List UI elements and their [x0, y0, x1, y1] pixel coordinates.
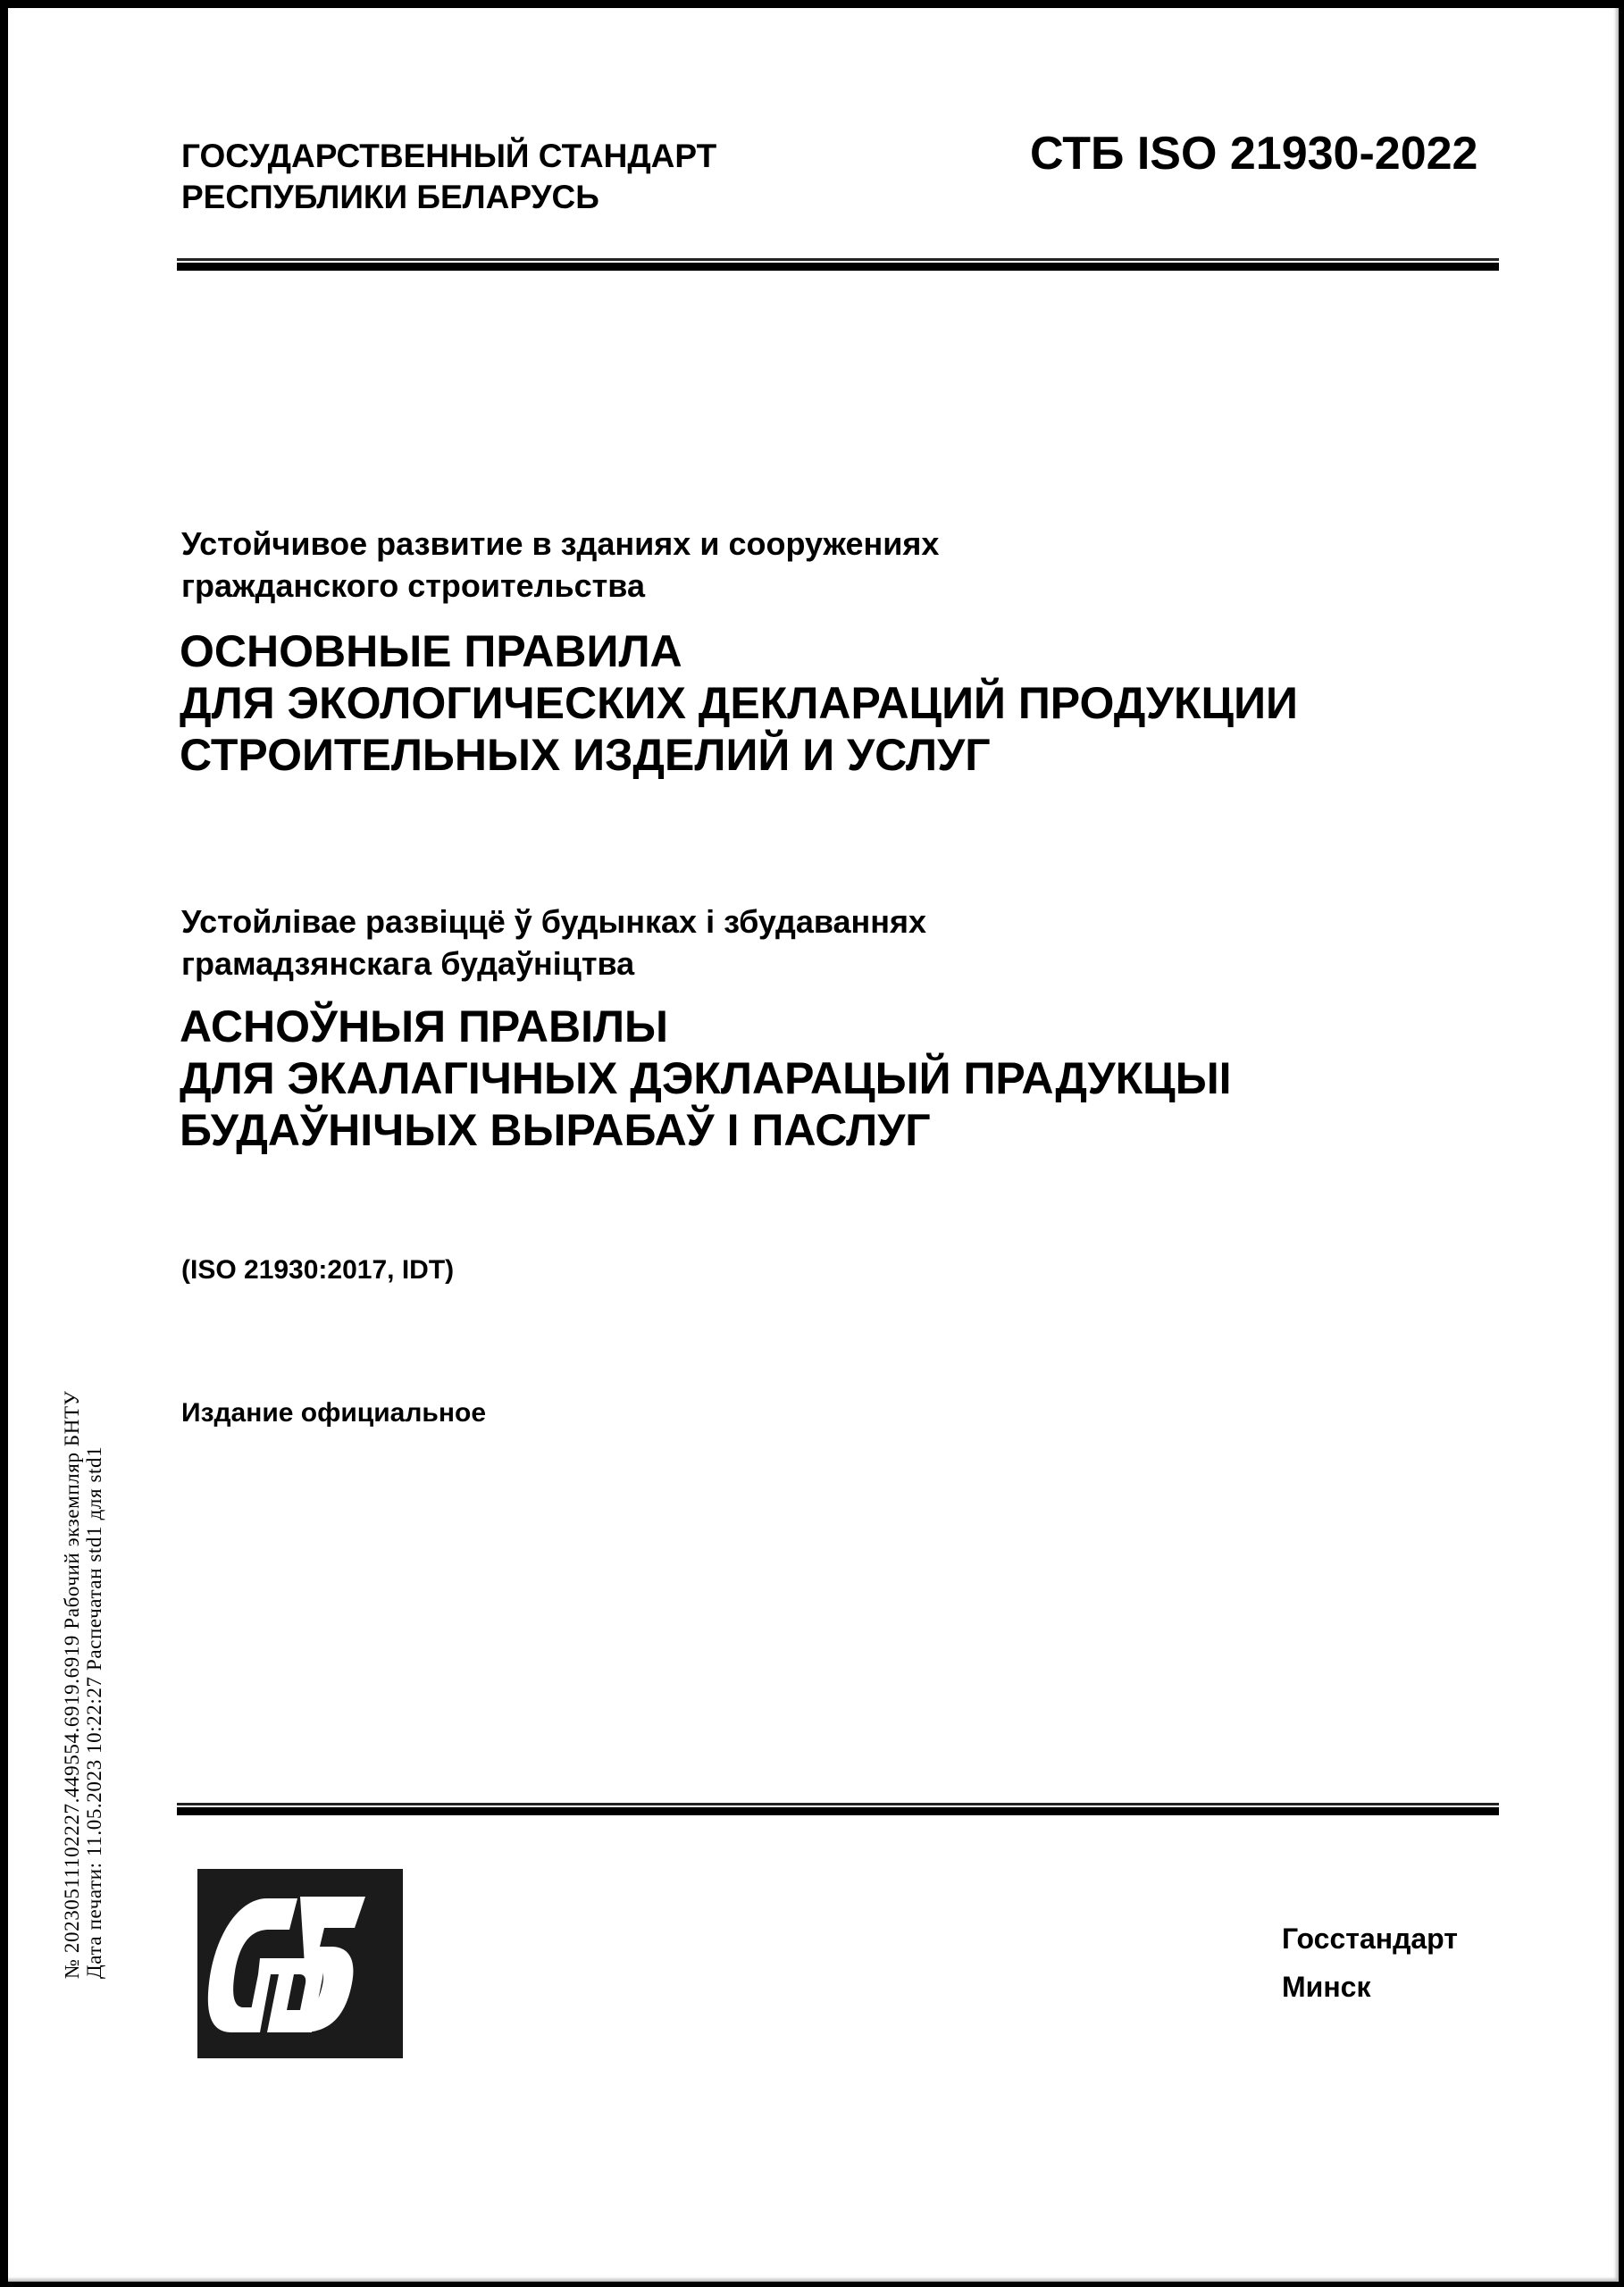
authority-line: РЕСПУБЛИКИ БЕЛАРУСЬ — [181, 179, 599, 215]
subtitle-by — [181, 901, 926, 984]
subtitle-line: Устойлівае развіццё ў будынках і збудаваннях — [181, 903, 927, 940]
title-line: ОСНОВНЫЕ ПРАВИЛА — [180, 626, 682, 676]
top-divider — [177, 258, 1499, 271]
title-ru — [180, 625, 1298, 781]
publisher-block — [1282, 1914, 1458, 2011]
standard-number: СТБ ISO 21930-2022 — [1030, 128, 1478, 180]
subtitle-line: Устойчивое развитие в зданиях и сооружениях — [181, 525, 940, 562]
subtitle-line: грамадзянскага будаўніцтва — [181, 945, 635, 982]
iso-reference: (ISO 21930:2017, IDT) — [181, 1255, 455, 1285]
stamp-line: № 20230511102227.449554.6919.6919 Рабочий экземпляр БНТУ — [61, 1390, 83, 1979]
stb-logo-icon — [197, 1869, 403, 2058]
publisher-city: Минск — [1282, 1971, 1371, 2003]
authority-line: ГОСУДАРСТВЕННЫЙ СТАНДАРТ — [181, 138, 717, 174]
edition-label: Издание официальное — [181, 1398, 487, 1428]
title-line: ДЛЯ ЭКОЛОГИЧЕСКИХ ДЕКЛАРАЦИЙ ПРОДУКЦИИ — [180, 678, 1298, 728]
title-line: БУДАЎНІЧЫХ ВЫРАБАЎ І ПАСЛУГ — [180, 1105, 931, 1155]
subtitle-ru — [181, 523, 939, 607]
title-line: СТРОИТЕЛЬНЫХ ИЗДЕЛИЙ И УСЛУГ — [180, 730, 991, 780]
stamp-line: Дата печати: 11.05.2023 10:22:27 Распечатан std1 для std1 — [83, 1445, 105, 1979]
publisher-name: Госстандарт — [1282, 1923, 1458, 1955]
bottom-divider — [177, 1803, 1499, 1815]
subtitle-line: гражданского строительства — [181, 567, 645, 604]
side-stamp — [61, 1391, 105, 1980]
title-by — [180, 1001, 1232, 1156]
authority-heading — [181, 136, 716, 218]
title-line: ДЛЯ ЭКАЛАГІЧНЫХ ДЭКЛАРАЦЫЙ ПРАДУКЦЫІ — [180, 1053, 1232, 1103]
title-line: АСНОЎНЫЯ ПРАВІЛЫ — [180, 1001, 668, 1051]
